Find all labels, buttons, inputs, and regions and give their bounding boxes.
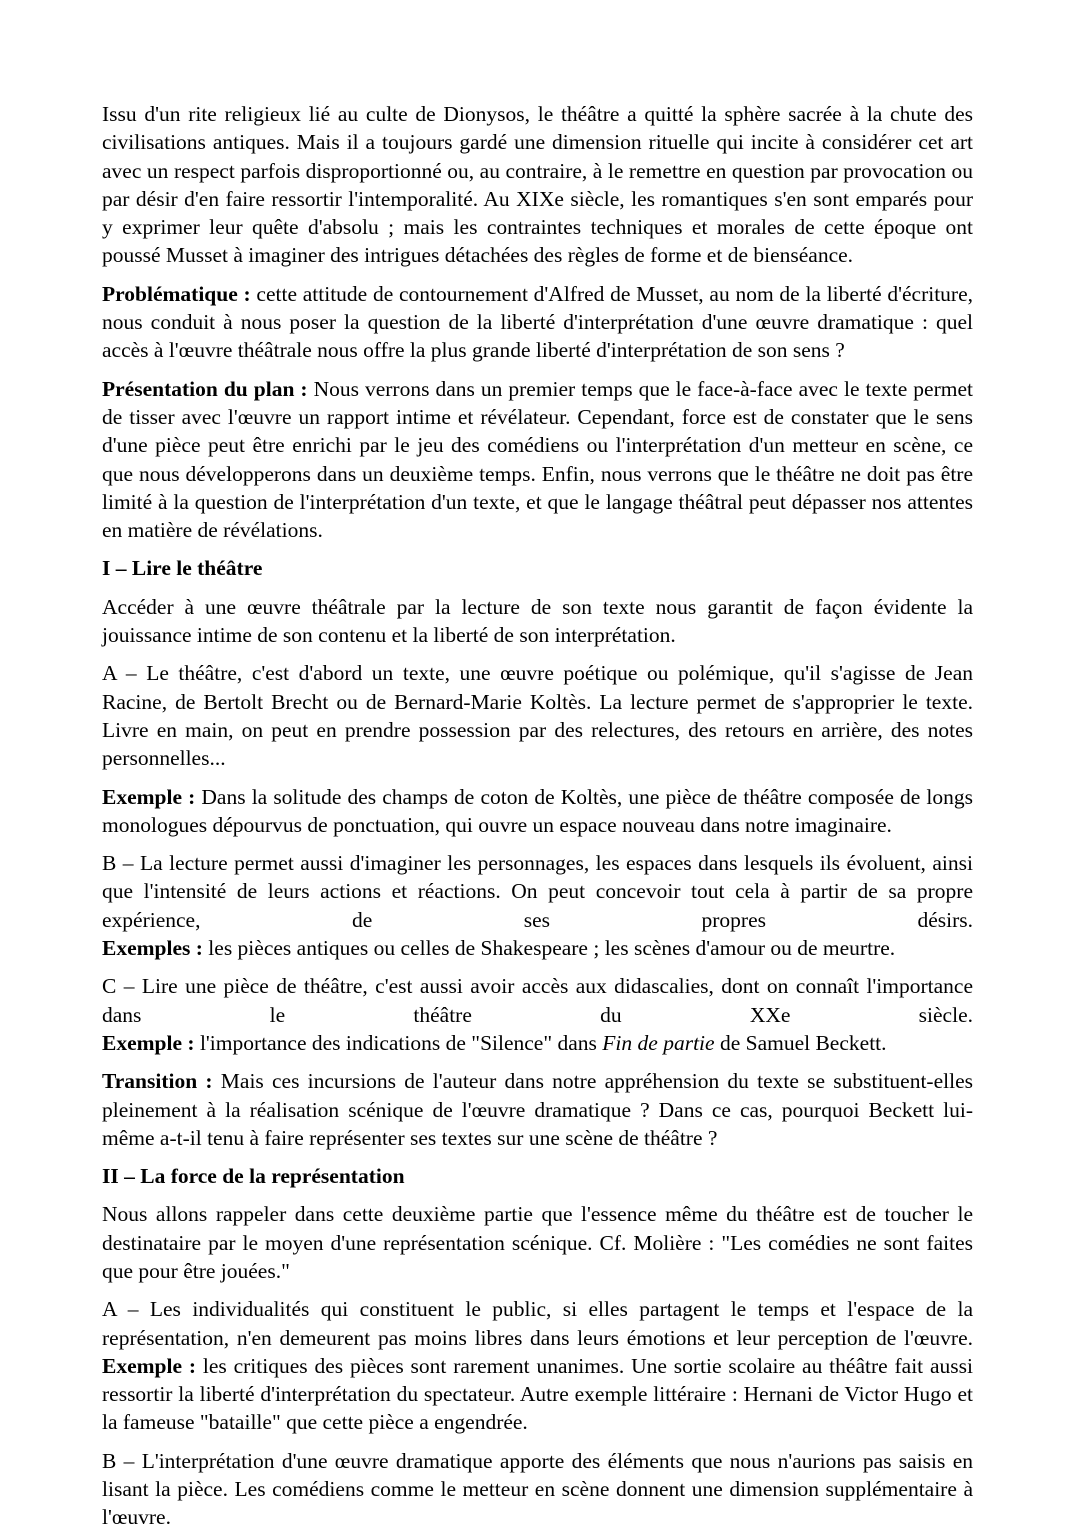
part1-c-exemple-label: Exemple : — [102, 1030, 195, 1055]
presentation-plan-label: Présentation du plan : — [102, 376, 308, 401]
part1-a-exemple-label: Exemple : — [102, 784, 196, 809]
transition-text: Mais ces incursions de l'auteur dans notre appréhension du texte se substituent-elles pleinement à la réalisation scénique de l'œuvre dramatique ? Dans ce cas, pourquoi Beckett lui-même a-t-il tenu à faire représenter ses textes sur une scène de théâtre ? — [102, 1069, 973, 1150]
part2-a-exemple-line — [102, 1354, 973, 1435]
paragraph-part1-intro — [102, 593, 973, 650]
part2-a-text: A – Les individualités qui constituent le public, si elles partagent le temps et l'espace de la représentation, n'en demeurent pas moins libres dans leurs émotions et leur perception de l'œuvre. — [102, 1297, 973, 1350]
part1-c-exemple-line — [102, 1029, 973, 1057]
introduction-text: Issu d'un rite religieux lié au culte de Dionysos, le théâtre a quitté la sphère sacrée à la chute des civilisations antiques. Mais il a toujours gardé une dimension rituelle qui incite à considérer cet art avec un respect parfois disproportionné ou, au contraire, à le remettre en question par provocation ou par désir d'en faire ressortir l'intemporalité. Au XIXe siècle, les romantiques s'en sont emparés pour y exprimer leur quête d'absolu ; mais les contraintes techniques et morales de cette époque ont poussé Musset à imaginer des intrigues détachées des règles de forme et de bienséance. — [102, 102, 973, 268]
part1-intro-text: Accéder à une œuvre théâtrale par la lecture de son texte nous garantit de façon évidente la jouissance intime de son contenu et la liberté de son interprétation. — [102, 594, 973, 648]
part1-c-exemple-title: Fin de partie — [602, 1030, 715, 1055]
part1-b-text: B – La lecture permet aussi d'imaginer les personnages, les espaces dans lesquels ils évoluent, ainsi que l'intensité de leurs actions et réactions. On peut concevoir tout cela à partir de sa propre expérience, de ses propres désirs. — [102, 851, 973, 932]
paragraph-part2-intro — [102, 1200, 973, 1285]
paragraph-presentation-du-plan — [102, 375, 973, 545]
presentation-plan-text: Nous verrons dans un premier temps que le face-à-face avec le texte permet de tisser avec l'œuvre un rapport intime et révélateur. Cependant, force est de constater que le sens d'une pièce peut être enrichi par le jeu des comédiens ou l'interprétation d'un metteur en scène, ce que nous développerons dans un deuxième temps. Enfin, nous verrons que le théâtre ne doit pas être limité à la question de l'interprétation d'un texte, et que le langage théâtral peut dépasser nos attentes en matière de révélations. — [102, 376, 973, 543]
paragraph-part1-b — [102, 849, 973, 962]
part2-a-exemple-label: Exemple : — [102, 1353, 197, 1378]
part1-b-exemples-line — [102, 934, 973, 962]
paragraph-part1-c — [102, 972, 973, 1057]
part1-c-text: C – Lire une pièce de théâtre, c'est aussi avoir accès aux didascalies, dont on connaît l'importance dans le théâtre du XXe siècle. — [102, 974, 973, 1027]
part2-a-exemple-text: les critiques des pièces sont rarement unanimes. Une sortie scolaire au théâtre fait aussi ressortir la liberté d'interprétation du spectateur. Autre exemple littéraire : Hernani de Victor Hugo et la fameuse "bataille" que cette pièce a engendrée. — [102, 1353, 973, 1435]
document-body — [102, 100, 973, 1532]
part1-c-exemple-text-after: de Samuel Beckett. — [714, 1030, 887, 1055]
part1-b-exemples-label: Exemples : — [102, 936, 203, 961]
paragraph-part1-a — [102, 659, 973, 772]
part2-b-text: B – L'interprétation d'une œuvre dramatique apporte des éléments que nous n'aurions pas saisis en lisant la pièce. Les comédiens comme le metteur en scène donnent une dimension supplémentaire à l'œuvre. — [102, 1448, 973, 1530]
paragraph-problematique — [102, 280, 973, 365]
problematique-label: Problématique : — [102, 281, 251, 306]
part2-intro-text: Nous allons rappeler dans cette deuxième partie que l'essence même du théâtre est de toucher le destinataire par le moyen d'une représentation scénique. Cf. Molière : "Les comédies ne sont faites que pour être jouées." — [102, 1202, 973, 1283]
transition-label: Transition : — [102, 1069, 213, 1094]
paragraph-introduction — [102, 100, 973, 270]
section-heading-2: II – La force de la représentation — [102, 1164, 405, 1189]
part1-b-exemples-text: les pièces antiques ou celles de Shakespeare ; les scènes d'amour ou de meurtre. — [202, 936, 896, 961]
section-heading-1: I – Lire le théâtre — [102, 556, 263, 581]
part1-c-exemple-text-before: l'importance des indications de "Silence" dans — [194, 1030, 603, 1055]
problematique-text: cette attitude de contournement d'Alfred de Musset, au nom de la liberté d'écriture, nous conduit à nous poser la question de la liberté d'interprétation d'une œuvre dramatique : quel accès à l'œuvre théâtrale nous offre la plus grande liberté d'interprétation de son sens ? — [102, 281, 973, 363]
paragraph-part2-b — [102, 1447, 973, 1532]
paragraph-part1-a-exemple — [102, 783, 973, 840]
part1-a-text: A – Le théâtre, c'est d'abord un texte, une œuvre poétique ou polémique, qu'il s'agisse de Jean Racine, de Bertolt Brecht ou de Bernard-Marie Koltès. La lecture permet de s'approprier le texte. Livre en main, on peut en prendre possession par des relectures, des retours en arrière, des notes personnelles... — [102, 661, 973, 771]
paragraph-part2-a — [102, 1295, 973, 1436]
paragraph-transition — [102, 1067, 973, 1152]
part1-a-exemple-text: Dans la solitude des champs de coton de Koltès, une pièce de théâtre composée de longs monologues dépourvus de ponctuation, qui ouvre un espace nouveau dans notre imaginaire. — [102, 784, 973, 837]
